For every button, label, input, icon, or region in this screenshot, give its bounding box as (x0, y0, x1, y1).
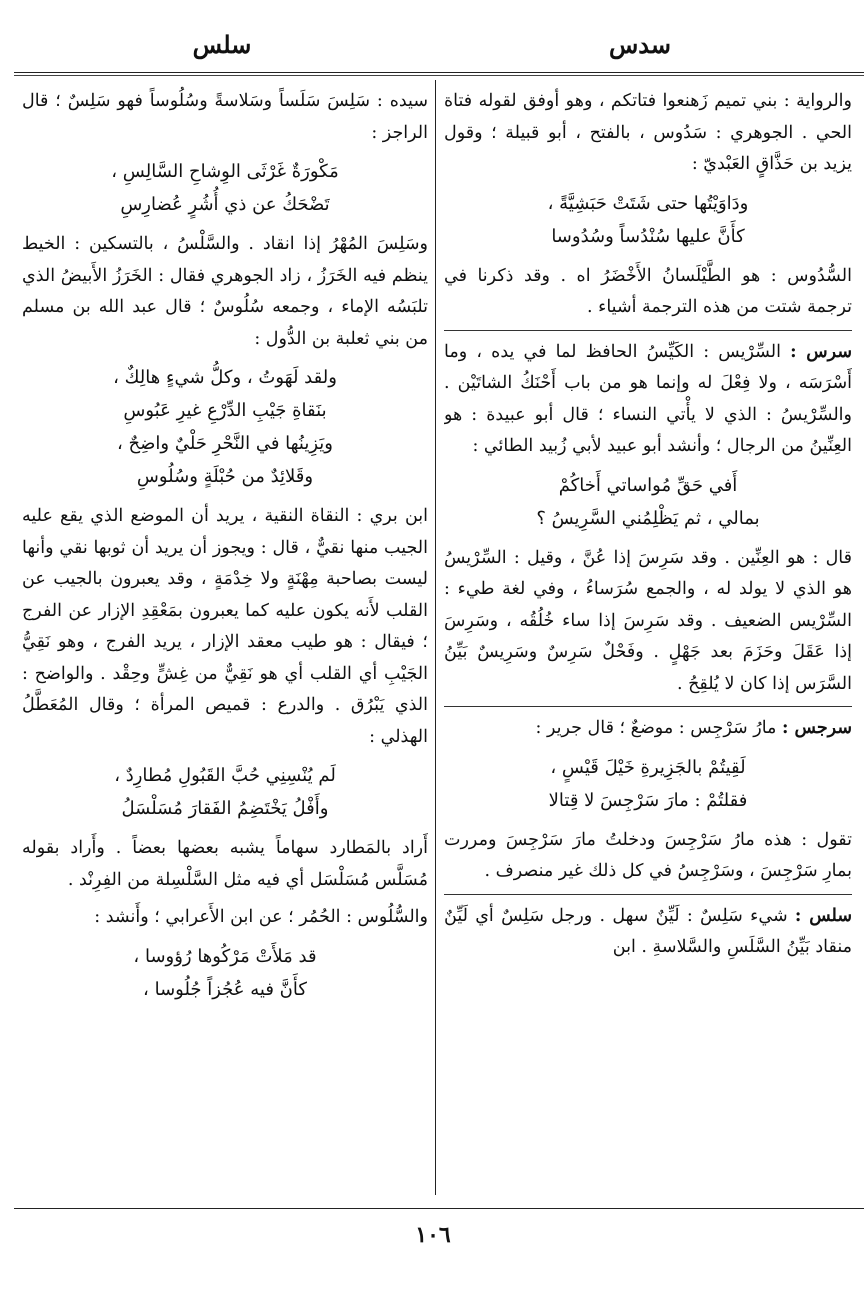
entry-sars (444, 330, 852, 463)
entry-text: والرواية : بني تميم زَهنعوا فتاتكم ، وهو أوفق لقوله فتاة الحي . الجوهري : سَدُوس ، بالفتح ، أبو قبيلة ؛ وقول يزيد بن حَذَّاقٍ العَبْديّ : (444, 91, 852, 174)
verse-line: كأَنَّ فيه عُجُزاً جُلُوسا ، (143, 978, 307, 1000)
verse-line: لَقِيتُمْ بالجَزِيرةِ خَيْلَ قَيْسٍ ، (550, 756, 746, 778)
verse-block (22, 155, 428, 221)
verse-line: فقلتُمْ : مارَ سَرْجِسَ لا قِتالا (548, 789, 748, 811)
entry-text: والسُّلُوس : الحُمُر ؛ عن ابن الأَعرابي ؛ وأَنشد : (94, 907, 428, 927)
verse-block (22, 361, 428, 493)
entry-text: السُّدُوس : هو الطَّيْلَسانُ الأَخْضَرُ اه . وقد ذكرنا في ترجمة شتت من هذه الترجمة أشياء . (444, 265, 852, 317)
headword: سرجس : (782, 718, 852, 738)
entry-text: شيء سَلِسٌ : لَيِّنٌ سهل . ورجل سَلِسٌ أي لَيِّنٌ منقاد بَيِّنُ السَّلَسِ والسَّلاسةِ . ابن (444, 905, 852, 957)
running-head-right: سدس (608, 30, 671, 59)
entry-text: وسَلِسَ المُهْرُ إذا انقاد . والسَّلْسُ ، بالتسكين : الخيط ينظم فيه الخَرَزُ ، زاد الجوهري فقال : الخَرَزُ الأَبيضُ الذي تلبَسُه الإماء ، وجمعه سُلُوسٌ ؛ قال عبد الله بن مسلم من بني ثعلبة بن الدُّول : (22, 234, 428, 349)
column-divider (435, 80, 436, 1195)
verse-line: وأَفْلُ يَخْتَضِمُ الفَقارَ مُسَلْسَلُ (121, 798, 329, 819)
verse-line: ولقد لَهَوتُ ، وكلُّ شيءٍ هالِكٌ ، (113, 367, 337, 388)
verse-line: بمالي ، ثم يَظْلِمُني السَّرِيسُ ؟ (536, 507, 760, 529)
entry-text: سيده : سَلِسَ سَلَساً وسَلاسةً وسُلُوساً فهو سَلِسٌ ؛ قال الراجز : (22, 91, 428, 143)
entry-text: تقول : هذه مارُ سَرْجِسَ ودخلتُ مارَ سَرْجِسَ ومررت بمارِ سَرْجِسَ ، وسَرْجِسُ في كل ذلك غير منصرف . (444, 829, 852, 881)
verse-line: لَم يُنْسِنِي حُبَّ القَبُولِ مُطارِدٌ ، (114, 765, 336, 786)
verse-line: تَضْحَكُ عن ذي أُشُرٍ عُضارِسِ (120, 194, 330, 215)
entry-text: أَراد بالمَطارد سهاماً يشبه بعضها بعضاً . وأَراد بقوله مُسَلَّس مُسَلْسَل أي فيه مثل السَّلْسِلة من الفِرِنْد . (22, 838, 428, 890)
verse-line: قد مَلأَتْ مَرْكُوها رُؤوسا ، (133, 945, 317, 967)
left-column (22, 86, 428, 1201)
header-rule (14, 72, 864, 73)
verse-line: ودَاوَيْتُها حتى شَتَتْ حَبَشِيَّةً ، (547, 192, 749, 214)
verse-block (444, 187, 852, 253)
verse-block (444, 469, 852, 535)
verse-block (22, 940, 428, 1006)
entry-salis (444, 894, 852, 964)
verse-line: كأَنَّ عليها سُنْدُساً وسُدُوسا (551, 225, 745, 247)
footer-rule (14, 1208, 864, 1209)
right-column (444, 86, 852, 1201)
headword: سرس : (790, 341, 852, 362)
verse-block (444, 751, 852, 817)
entry-text: قال : هو العِنِّين . وقد سَرِسَ إذا عُنَّ ، وقيل : السِّرْيسُ هو الذي لا يولد له ، والجمع سُرَساءُ ، وفي لغة طيء : السِّرْيس الضعيف . وقد سَرِسَ إذا ساء خُلُقُه ، وسَرِسَ إذا عَقَلَ وحَزَمَ بعد جَهْلٍ . وفَحْلٌ سَرِسٌ وسَرِيسٌ بَيِّنُ السَّرَس إذا كان لا يُلقِحُ . (444, 547, 852, 694)
verse-line: مَكْورَةٌ غَرْثَى الوِشاحِ السَّالِسِ ، (111, 161, 339, 182)
running-head-left: سلس (192, 30, 252, 59)
verse-line: ويَزِينُها في النَّحْرِ حَلْيٌ واضِحٌ ، (116, 433, 334, 454)
verse-line: بنَقاةِ جَيْبِ الدِّرْعِ غيرِ عَبُوسِ (123, 400, 327, 421)
verse-line: وقَلائِدٌ من حُبْلَةٍ وسُلُوسِ (136, 466, 314, 487)
headword: سلس : (794, 905, 852, 926)
entry-text: ابن بري : النقاة النقية ، يريد أن الموضع الذي يقع عليه الجيب منها نقيٌّ ، قال : ويجوز أن يريد أن ثوبها نقي وأنها ليست بصاحبة مِهْنَةٍ ولا خِدْمَةٍ ، وقد يعبرون بالجيب عن القلب لأَنه يكون عليه كما يعبرون بمَعْقِدِ الإزار عن الفرج ؛ فيقال : هو طيب معقد الإزار ، يريد الفرج ، وهو نَقِيُّ الجَيْبِ أي القلب أي هو نَقِيٌّ من غِشٍّ وحِقْد . والواضح : الذي يَبْرُق . والدرع : قميص المرأة ؛ وقال المُعَطَّلُ الهذلي : (22, 506, 428, 747)
entry-text: السِّرْيس : الكَيِّسُ الحافظ لما في يده ، وما أَسْرَسَه ، ولا فِعْلَ له وإنما هو من باب أَحْنَكُ الشاتَيْن . والسِّرْيسُ : الذي لا يأْتي النساء ؛ قال أبو عبيدة : هو العِنِّينُ من الرجال ؛ وأنشد أبو عبيد لأبي زُبيد الطائي : (444, 341, 852, 456)
verse-block (22, 759, 428, 825)
header-rule-thin (14, 75, 864, 76)
verse-line: أَفي حَقِّ مُواساتي أَخاكُمْ (558, 474, 738, 496)
page-number: ١٠٦ (415, 1222, 451, 1248)
entry-text: مارُ سَرْجِس : موضعٌ ؛ قال جرير : (535, 718, 777, 738)
entry-sarjis (444, 706, 852, 745)
